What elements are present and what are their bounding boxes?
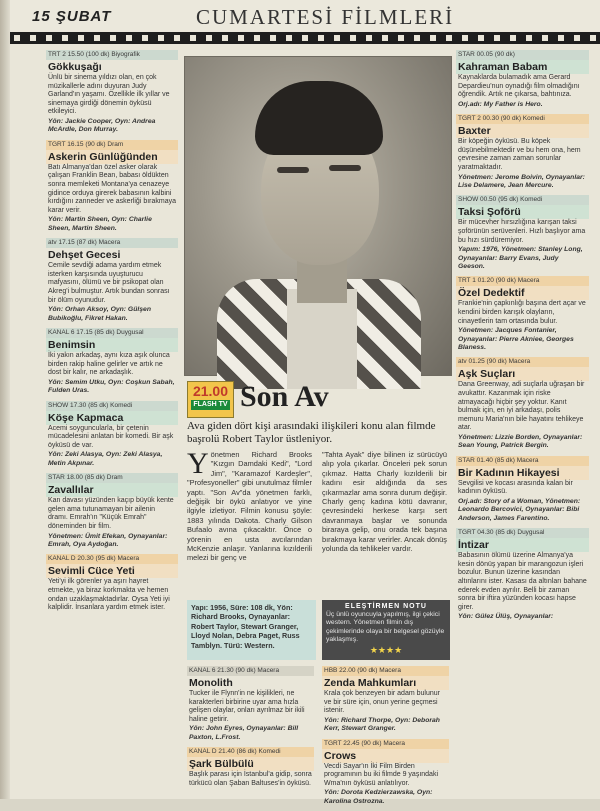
film-hole bbox=[334, 35, 340, 41]
listing-credits: Yön: Zeki Alasya, Oyn: Zeki Alasya, Metin Akpınar. bbox=[48, 451, 163, 467]
listing-synopsis: İki yakın arkadaş, aynı kıza aşık olunca birden rakip haline gelirler ve artık ne dost bir kalır, ne arkadaşlık. bbox=[48, 351, 170, 377]
listing-meta: KANAL D 21.40 (86 dk) Komedi bbox=[187, 747, 314, 757]
listing-synopsis: Krala çok benzeyen bir adam bulunur ve bir süre için, onun yerine geçmesi istenir. bbox=[324, 690, 440, 715]
film-hole bbox=[494, 35, 500, 41]
listing-entry bbox=[456, 357, 589, 452]
listing-synopsis: Acemi soyguncularla, bir çetenin mücadelesini anlatan bir komedi. Bir aşk öyküsü de var. bbox=[48, 424, 174, 449]
film-hole bbox=[462, 35, 468, 41]
listing-meta: TGRT 04.30 (85 dk) Duygusal bbox=[456, 528, 589, 538]
film-hole bbox=[446, 35, 452, 41]
listing-credits: Yönetmen: Jacques Fontanier, Oynayanlar: Pierre Akniee, Georges Blaness. bbox=[458, 327, 574, 351]
listing-meta: atv 17.15 (87 dk) Macera bbox=[46, 238, 178, 248]
listing-title: İntizar bbox=[456, 538, 589, 552]
listing-meta: TRT 2 15.50 (100 dk) Biyografik bbox=[46, 50, 178, 60]
film-hole bbox=[46, 35, 52, 41]
critic-note-box bbox=[322, 600, 450, 660]
listing-credits: Yönetmen: Lizzie Borden, Oynayanlar: Sean Young, Patrick Bergin. bbox=[458, 433, 583, 450]
listing-meta: atv 01.25 (90 dk) Macera bbox=[456, 357, 589, 367]
listing-title: Şark Bülbülü bbox=[187, 757, 314, 771]
film-hole bbox=[158, 35, 164, 41]
listing-meta: STAR 18.00 (85 dk) Dram bbox=[46, 473, 178, 483]
feature-subtitle: Ava giden dört kişi arasındaki ilişkileri konu alan filmde başrolü Robert Taylor üstleniyor. bbox=[187, 420, 436, 445]
listing-synopsis: Vecdi Sayar'ın İki Film Birden programının bu iki filmde 9 yaşındaki Wma'nın öyküsü anlatılıyor. bbox=[324, 762, 438, 787]
listing-meta: SHOW 00.50 (95 dk) Komedi bbox=[456, 195, 589, 205]
listing-credits: Yön: Dorota Kedzierzawska, Oyn: Karolina Ostrozna. bbox=[324, 789, 433, 805]
listing-entry bbox=[187, 747, 314, 788]
listing-meta: SHOW 17.30 (85 dk) Komedi bbox=[46, 401, 178, 411]
listing-credits: Yönetmen: Ümit Efekan, Oynayanlar: Emrah, Oya Aydoğan. bbox=[48, 532, 168, 548]
listing-meta: KANAL D 20.30 (95 dk) Macera bbox=[46, 554, 178, 564]
badge-time: 21.00 bbox=[192, 383, 229, 399]
film-hole bbox=[94, 35, 100, 41]
listing-entry bbox=[46, 328, 178, 398]
feature-title: Son Av bbox=[240, 380, 329, 413]
film-hole bbox=[478, 35, 484, 41]
story-column-left bbox=[187, 447, 312, 563]
listing-synopsis: Dana Greenway, adi suçlarla uğraşan bir avukattır. Kazanmak için riske atmayacağı hiçbir şey yoktur. Kanıt bulmak için, en iyi arkadaşı, polis memuru Maria'nın bile hayatını tehlikeye atar. bbox=[458, 381, 585, 432]
photo-brow-right bbox=[329, 165, 361, 171]
film-hole bbox=[430, 35, 436, 41]
film-hole bbox=[238, 35, 244, 41]
listing-meta: STAR 01.40 (85 dk) Macera bbox=[456, 456, 589, 466]
listing-credits: Yön: John Eyres, Oynayanlar: Bill Paxton, L.Frost. bbox=[189, 725, 299, 741]
story-column-right: "Tahta Ayak" diye bilinen iz sürücüyü alıp yola çıkarlar. Önceleri pek sorun çıkmaz. Hatta Charly kızılderili bir kadını esir aldığında da ses çıkarmazlar ama sonra durum değişir. Charly genç kadına kötü davranır, çevresindeki herkese karşı sert davranmaya başlar ve sonunda biraraya gelip, onu orada tek başına bırakmaya karar verirler. Ancak dönüş yolunda da tehlikeler vardır. bbox=[322, 450, 447, 554]
listing-meta: TGRT 2 00.30 (90 dk) Komedi bbox=[456, 114, 589, 124]
photo-shirt-front bbox=[287, 289, 357, 389]
time-channel-badge bbox=[187, 381, 234, 418]
page-binding bbox=[0, 0, 10, 799]
lower-center-right-column bbox=[322, 666, 449, 811]
listing-title: Özel Dedektif bbox=[456, 286, 589, 300]
listing-credits: Orj.adı: My Father is Hero. bbox=[458, 100, 543, 108]
listing-entry bbox=[46, 554, 178, 612]
listing-title: Baxter bbox=[456, 124, 589, 138]
listing-title: Bir Kadının Hikayesi bbox=[456, 466, 589, 480]
listing-entry bbox=[46, 473, 178, 551]
listing-meta: KANAL 6 17.15 (85 dk) Duygusal bbox=[46, 328, 178, 338]
film-hole bbox=[174, 35, 180, 41]
listing-meta: TGRT 22.45 (90 dk) Macera bbox=[322, 739, 449, 749]
listing-synopsis: Babasının ölümü üzerine Almanya'ya kesin dönüş yapan bir marangozun işleri bozulur. Bunun üzerine kasından altınlarını ister. Kasası da altınları bahane ederek evden ayrılır. Belli bir zaman sonra bir iftira yüzünden kocası hapse girer. bbox=[458, 552, 587, 611]
listing-synopsis: Başlık parası için İstanbul'a gidip, sonra türkücü olan Şaban Baltuses'in öyküsü. bbox=[189, 771, 312, 787]
film-hole bbox=[270, 35, 276, 41]
listing-synopsis: Bir köpeğin öyküsü. Bu köpek düşünebilmektedir ve bu hem ona, hem çevresine zaman zaman sorunlar yaratmaktadır. bbox=[458, 138, 581, 171]
left-column bbox=[46, 50, 178, 799]
film-hole bbox=[398, 35, 404, 41]
header-title: CUMARTESİ FİLMLERİ bbox=[196, 5, 455, 29]
listing-meta: HBB 22.00 (90 dk) Macera bbox=[322, 666, 449, 676]
listing-credits: Yön: Orhan Aksoy, Oyn: Gülşen Bubikoğlu, Fikret Hakan. bbox=[48, 306, 151, 322]
story-text-left: önetmen Richard Brooks "Kızgın Damdaki Kedi", "Lord Jim", "Karamazof Kardeşler", "Profesyoneller" gibi unutulmaz filmler yaptı. "Son Av"da yönetmen farklı, değişik bir öykü anlatıyor ve yine ilgiyle izletiyor. Filmin konusu şöyle: 1883 yılında Dakota. Charly Gilson Bufaalo avına çıkacaktır. Önce o yörenin en usta avcılarından McKenzie anlaşır. Yanlarına kızılderili melezi bir genç ve bbox=[187, 450, 312, 563]
listing-entry bbox=[187, 666, 314, 744]
film-hole bbox=[302, 35, 308, 41]
listing-entry bbox=[322, 739, 449, 809]
listing-title: Monolith bbox=[189, 677, 233, 689]
film-hole bbox=[590, 35, 596, 41]
listing-entry bbox=[456, 456, 589, 525]
photo-brow-left bbox=[277, 167, 309, 173]
listing-title: Crows bbox=[322, 749, 449, 763]
listing-credits: Yön: Richard Thorpe, Oyn: Deborah Kerr, Stewart Granger. bbox=[324, 716, 440, 733]
listing-credits: Yön: Semim Utku, Oyn: Coşkun Sabah, Fulden Uras. bbox=[48, 378, 175, 395]
listing-title: Gökkuşağı bbox=[48, 61, 102, 73]
drop-cap: Y bbox=[187, 447, 209, 480]
listing-synopsis: Tucker ile Flynn'in ne kişilikleri, ne karakterleri birbirine uyar ama hızla gelişen olaylar, onları ayrılmaz bir ikili haline getirir. bbox=[189, 690, 305, 723]
listing-title: Köşe Kapmaca bbox=[46, 411, 178, 425]
film-hole bbox=[318, 35, 324, 41]
film-hole bbox=[350, 35, 356, 41]
listing-credits: Orj.adı: Story of a Woman, Yönetmen: Leonardo Bercovici, Oynayanlar: Bibi Anderson, James Farentino. bbox=[458, 497, 581, 522]
feature-facts-box: Yapı: 1956, Süre: 108 dk, Yön: Richard Brooks, Oynayanlar: Robert Taylor, Stewart Granger, Lloyd Nolan, Debra Paget, Russ Tamblyn. Türü: Western. bbox=[187, 600, 316, 660]
listing-credits: Yön: Jackie Cooper, Oyn: Andrea McArdle, Don Murray. bbox=[48, 117, 156, 134]
listing-synopsis: Ünlü bir sinema yıldızı olan, en çok müzikallerle adını duyuran Judy Garland'ın yaşamı. Özellikle ilk yıllar ve sinemaya girdiği dönemin öyküsü etkileyici. bbox=[48, 74, 170, 116]
listing-entry bbox=[46, 401, 178, 471]
film-hole bbox=[78, 35, 84, 41]
listing-title: Kahraman Babam bbox=[456, 60, 589, 74]
listing-title: Zavallılar bbox=[46, 483, 178, 497]
header-date: 15 ŞUBAT bbox=[32, 8, 112, 25]
badge-channel: FLASH TV bbox=[191, 400, 230, 410]
film-hole bbox=[510, 35, 516, 41]
listing-entry bbox=[46, 140, 178, 235]
listing-title: Aşk Suçları bbox=[456, 367, 589, 381]
film-hole bbox=[142, 35, 148, 41]
lower-center-left-column bbox=[187, 666, 314, 791]
listing-title: Askerin Günlüğünden bbox=[46, 150, 178, 164]
feature-photo bbox=[184, 56, 452, 376]
film-hole bbox=[190, 35, 196, 41]
feature-story bbox=[187, 447, 450, 598]
listing-entry bbox=[456, 528, 589, 624]
listing-meta: KANAL 6 21.30 (90 dk) Macera bbox=[187, 666, 314, 676]
listing-title: Dehşet Gecesi bbox=[48, 249, 121, 262]
critic-note-text: Üç ünlü oyuncuyla yapılmış, ilgi çekici western. Yönetmen filmin dış çekimlerinde olaya bir belgesel gözüyle yaklaşmış. bbox=[326, 611, 445, 644]
listing-synopsis: Frankie'nin çapkınlığı başına dert açar ve kendini birden karışık olayların, cinayetlerin tam ortasında bulur. bbox=[458, 300, 586, 325]
listing-synopsis: Bir mücevher hırsızlığına karışan taksi şoförünün serüvenleri. Hızlı başlıyor ama bu hızı sürdüremiyor. bbox=[458, 219, 586, 244]
film-hole bbox=[110, 35, 116, 41]
film-hole bbox=[14, 35, 20, 41]
film-hole bbox=[126, 35, 132, 41]
listing-title: Zenda Mahkumları bbox=[322, 676, 449, 690]
film-hole bbox=[574, 35, 580, 41]
film-hole bbox=[558, 35, 564, 41]
listing-synopsis: Cemile sevdiği adama yardım etmek isterken karşısında uyuşturucu mafyasını, ölümü ve bir psikopat olan Akreg'i bulmuştur. Artık bundan sonrası bir ölüm oyunudur. bbox=[48, 262, 170, 304]
film-hole bbox=[542, 35, 548, 41]
listing-entry bbox=[456, 114, 589, 192]
film-hole bbox=[286, 35, 292, 41]
film-hole bbox=[30, 35, 36, 41]
listing-entry bbox=[456, 195, 589, 273]
film-hole bbox=[206, 35, 212, 41]
critic-note-title: ELEŞTİRMEN NOTU bbox=[345, 603, 427, 610]
film-hole bbox=[366, 35, 372, 41]
film-hole bbox=[526, 35, 532, 41]
right-column bbox=[456, 50, 589, 799]
listing-title: Benimsin bbox=[46, 338, 178, 352]
listing-credits: Yön: Martin Sheen, Oyn: Charlie Sheen, Martin Sheen. bbox=[48, 216, 152, 232]
listing-synopsis: Yeti'yi ilk görenler ya aşırı hayret etmekte, ya biraz korkmakta ve hemen ondan uzaklaşmaktadırlar. Oysa Yeti iyi kalplidir. İnsanlara yardım etmek ister. bbox=[48, 578, 170, 612]
listing-title: Sevimli Cüce Yeti bbox=[46, 564, 178, 578]
listing-credits: Yapım: 1976, Yönetmen: Stanley Long, Oynayanlar: Barry Evans, Judy Geeson. bbox=[458, 246, 583, 270]
critic-rating-stars: ★★★★ bbox=[369, 644, 403, 655]
listing-meta: TRT 1 01.20 (90 dk) Macera bbox=[456, 276, 589, 286]
listing-synopsis: Kan davası yüzünden kaçıp büyük kente gelen ama tutunamayan bir ailenin dramı. Emrah'ın "Küçük Emrah" döneminden bir film. bbox=[48, 497, 174, 530]
listing-credits: Yön: Gülez Ülüş, Oynayanlar: bbox=[458, 613, 554, 621]
listing-synopsis: Sevgilisi ve kocası arasında kalan bir kadının öyküsü. bbox=[458, 479, 573, 496]
listing-entry bbox=[456, 276, 589, 354]
listing-meta: STAR 00.05 (90 dk) bbox=[456, 50, 589, 60]
listing-synopsis: Batı Almanya'dan özel asker olarak çalışan Franklin Bean, babası öldükten sonra memleketi Montana'ya cenazeye gidince orduya girerek babasının kalbini kırdığını zanneder ve askerliği bırakmaya karar verir. bbox=[48, 163, 177, 214]
listing-entry bbox=[46, 238, 178, 325]
listing-title: Taksi Şoförü bbox=[456, 205, 589, 219]
film-hole bbox=[62, 35, 68, 41]
page-header bbox=[10, 0, 600, 32]
listing-entry bbox=[46, 50, 178, 137]
photo-hair bbox=[255, 81, 383, 155]
listing-entry bbox=[456, 50, 589, 111]
film-hole bbox=[382, 35, 388, 41]
film-hole bbox=[254, 35, 260, 41]
listing-meta: TGRT 16.15 (90 dk) Dram bbox=[46, 140, 178, 150]
film-hole bbox=[414, 35, 420, 41]
listing-synopsis: Kaynaklarda bulamadık ama Gerard Depardieu'nun oynadığı film olmadığını öğrendik. Artık ne çıkarsa, bahtınıza. bbox=[458, 74, 580, 99]
film-hole bbox=[222, 35, 228, 41]
listing-entry bbox=[322, 666, 449, 736]
listing-credits: Yönetmen: Jerome Boivin, Oynayanlar: Lise Delamere, Jean Mercure. bbox=[458, 173, 585, 189]
film-strip-divider bbox=[10, 32, 600, 44]
